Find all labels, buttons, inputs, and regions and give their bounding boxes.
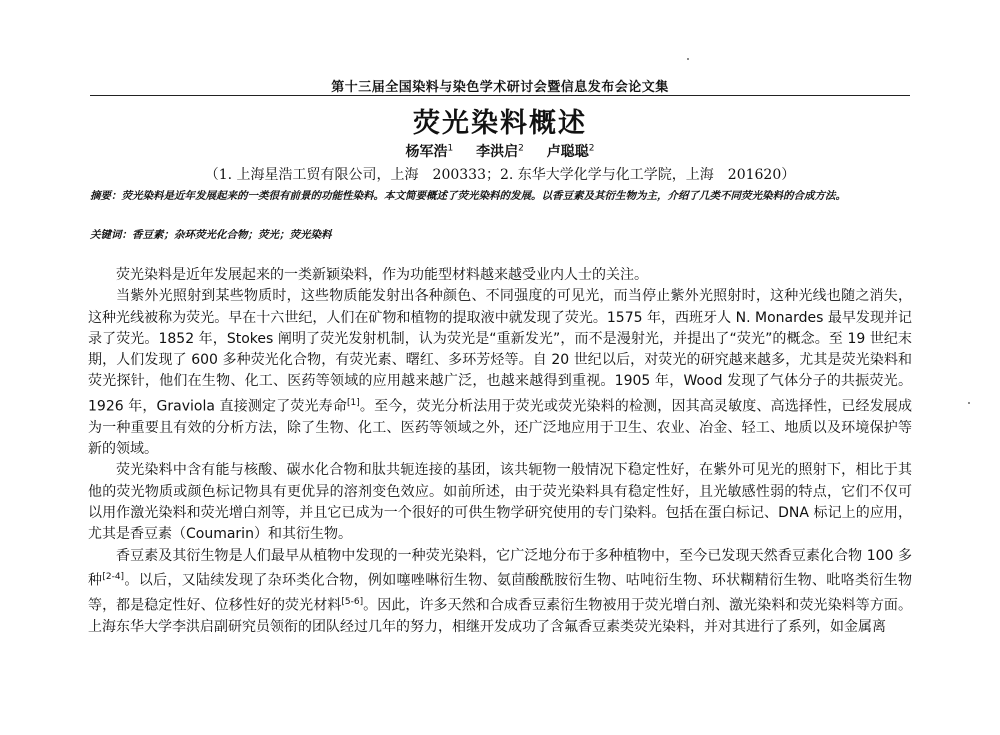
citation: [2-4]	[102, 571, 125, 582]
citation: [1]	[347, 397, 360, 408]
keywords-text: 香豆素；杂环荧光化合物；荧光；荧光染料	[132, 229, 332, 241]
abstract	[90, 187, 920, 205]
scan-speck	[687, 58, 689, 60]
author: 杨军浩$^1$	[405, 143, 454, 160]
scan-speck	[968, 402, 970, 404]
abstract-text: 荧光染料是近年发展起来的一类很有前景的功能性染料。本文简要概述了荧光染料的发展。以香豆素及其衍生物为主，介绍了几类不同荧光染料的合成方法。	[121, 190, 846, 202]
header-rule	[90, 95, 910, 96]
paper-title: 荧光染料概述	[413, 108, 587, 139]
keywords	[90, 227, 920, 242]
paragraph: 香豆素及其衍生物是人们最早从植物中发现的一种荧光染料，它广泛地分布于多种植物中，至今已发现天然香豆素化合物 100 多种[2-4]。以后，又陆续发现了杂环类化合物，例如噻唑啉衍生物、氨茴酸酰胺衍生物、咕吨衍生物、环状糊精衍生物、吡咯类衍生物等，都是稳定性好、位移性好的荧光材料[5-6]。因此，许多天然和合成香豆素衍生物被用于荧光增白剂、激光染料和荧光染料等方面。上海东华大学李洪启副研究员领衔的团队经过几年的努力，相继开发成功了含氟香豆素类荧光染料，并对其进行了系列，如金属离	[88, 547, 913, 635]
author: 卢聪聪$^2$	[546, 143, 595, 160]
author-list	[0, 141, 1000, 161]
paragraph: 当紫外光照射到某些物质时，这些物质能发射出各种颜色、不同强度的可见光，而当停止紫外光照射时，这种光线也随之消失，这种光线被称为荧光。早在十六世纪，人们在矿物和植物的提取液中就发现了荧光。1575 年，西班牙人 N. Monardes 最早发现并记录了荧光。1852 年，Stokes 阐明了荧光发射机制，认为荧光是“重新发光”，而不是漫射光，并提出了“荧光”的概念。至 19 世纪末期，人们发现了 600 多种荧光化合物，有荧光素、曙红、多环芳烃等。自 20 世纪以后，对荧光的研究越来越多，尤其是荧光染料和荧光探针，他们在生物、化工、医药等领域的应用越来越广泛，也越来越得到重视。1905 年，Wood 发现了气体分子的共振荧光。1926 年，Graviola 直接测定了荧光寿命[1]。至今，荧光分析法用于荧光或荧光染料的检测，因其高灵敏度、高选择性，已经发展成为一种重要且有效的分析方法，除了生物、化工、医药等领域之外，还广泛地应用于卫生、农业、冶金、轻工、地质以及环境保护等新的领域。	[88, 288, 913, 458]
affiliation: （1. 上海星浩工贸有限公司，上海 200333；2. 东华大学化学与化工学院，上海 201620）	[204, 167, 796, 183]
author: 李洪启$^2$	[476, 143, 524, 160]
paragraph: 荧光染料中含有能与核酸、碳水化合物和肽共轭连接的基团，该共轭物一般情况下稳定性好，在紫外可见光的照射下，相比于其他的荧光物质或颜色标记物具有更优异的溶剂变色效应。如前所述，由于荧光染料具有稳定性好，且光敏感性弱的特点，它们不仅可以用作激光染料和荧光增白剂等，并且它已成为一个很好的可供生物学研究使用的专门染料。包括在蛋白标记、DNA 标记上的应用，尤其是香豆素（Coumarin）和其衍生物。	[88, 462, 912, 543]
abstract-label: 摘要：	[90, 190, 122, 202]
citation: [5-6]	[341, 596, 364, 607]
keywords-label: 关键词：	[90, 229, 132, 241]
body-text	[88, 265, 912, 638]
paragraph: 荧光染料是近年发展起来的一类新颖染料，作为功能型材料越来越受业内人士的关注。	[116, 267, 648, 283]
running-header: 第十三届全国染料与染色学术研讨会暨信息发布会论文集	[331, 80, 669, 95]
